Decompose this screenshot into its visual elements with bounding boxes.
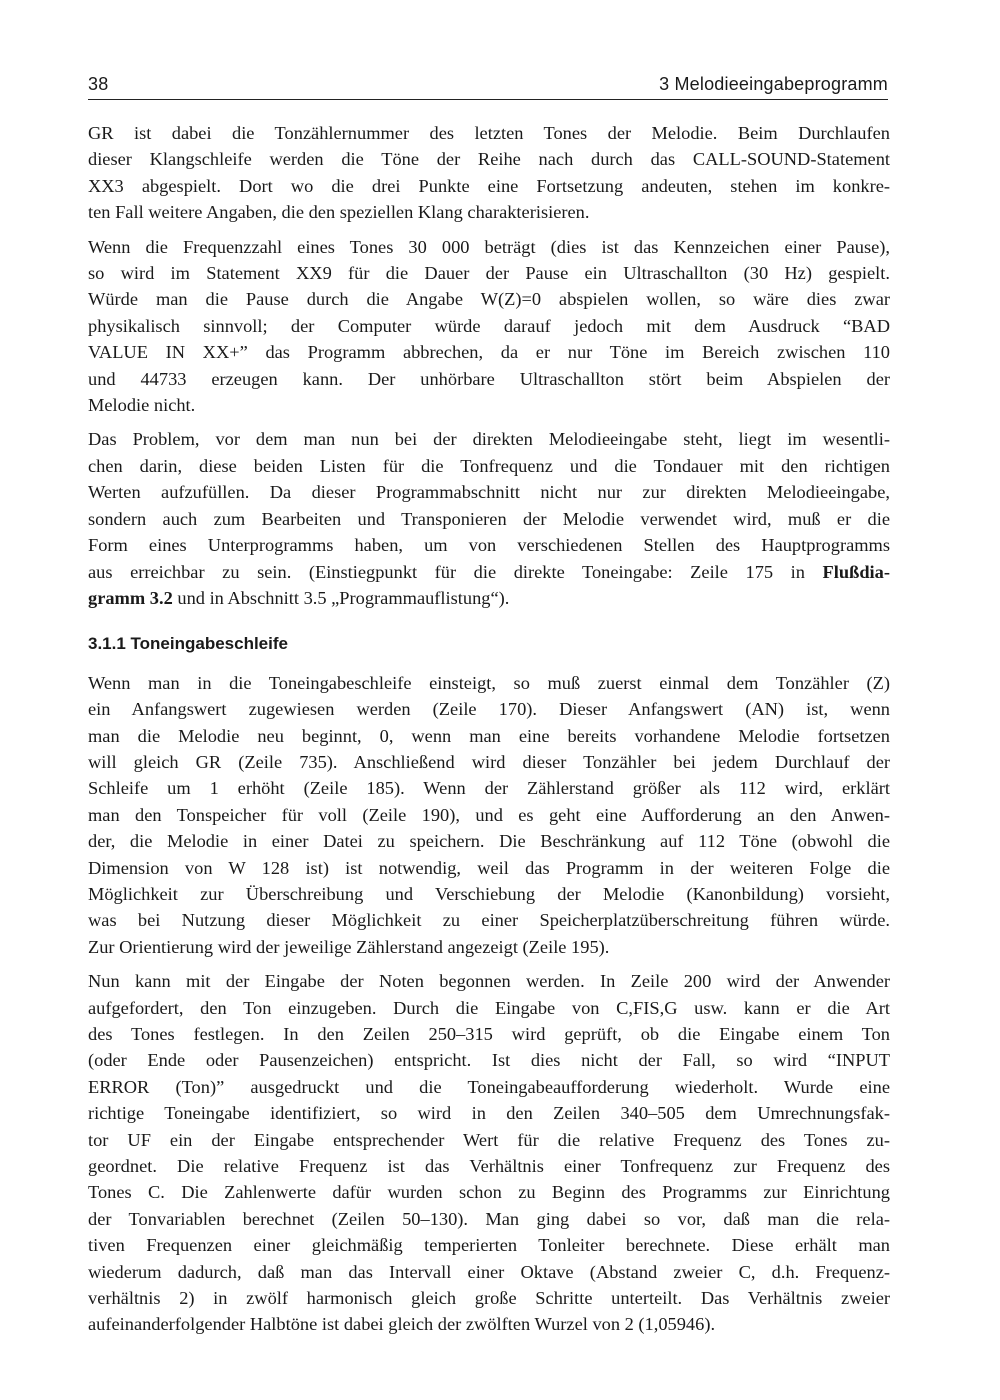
text-line: Form eines Unterprogramms haben, um von verschiedenen Stellen des Hauptprogramms xyxy=(88,535,890,556)
text-line: Würde man die Pause durch die Angabe W(Z)=0 abspielen wollen, so wäre dies zwar xyxy=(88,289,890,310)
text-line: will gleich GR (Zeile 735). Anschließend wird dieser Tonzähler bei jedem Durchlauf der xyxy=(88,751,890,772)
page-number: 38 xyxy=(88,74,109,94)
paragraph xyxy=(88,968,890,1338)
text-line: Tones C. Die Zahlenwerte dafür wurden schon zu Beginn des Programms zur Einrichtung xyxy=(88,1182,890,1203)
text-line: Nun kann mit der Eingabe der Noten begonnen werden. In Zeile 200 wird der Anwender xyxy=(88,971,890,992)
text-line: man den Tonspeicher für voll (Zeile 190), und es geht eine Aufforderung an den Anwen- xyxy=(88,804,890,825)
text-line: XX3 abgespielt. Dort wo die drei Punkte eine Fortsetzung andeuten, stehen im konkre- xyxy=(88,175,890,196)
text-line: Möglichkeit zur Überschreibung und Verschiebung der Melodie (Kanonbildung) vorsieht, xyxy=(88,883,890,904)
text-line xyxy=(88,585,890,611)
text-line: ein Anfangswert zugewiesen werden (Zeile 170). Dieser Anfangswert (AN) ist, wenn xyxy=(88,699,890,720)
text-line: GR ist dabei die Tonzählernummer des letzten Tones der Melodie. Beim Durchlaufen xyxy=(88,123,890,143)
text-line: der Tonvariablen berechnet (Zeilen 50–130). Man ging dabei so vor, daß man die rela- xyxy=(88,1208,890,1229)
text-line: Wenn man in die Toneingabeschleife einsteigt, so muß zuerst einmal dem Tonzähler (Z) xyxy=(88,672,890,693)
text-run: und in Abschnitt 3.5 „Programmauflistung“). xyxy=(172,587,510,608)
text-line: aufgefordert, den Ton einzugeben. Durch die Eingabe von C,FIS,G usw. kann er die Art xyxy=(88,997,890,1018)
text-line: chen darin, diese beiden Listen für die Tonfrequenz und die Tondauer mit den richtigen xyxy=(88,455,890,476)
text-line: ten Fall weitere Angaben, die den speziellen Klang charakterisieren. xyxy=(88,202,590,223)
text-line: Zur Orientierung wird der jeweilige Zählerstand angezeigt (Zeile 195). xyxy=(88,936,610,957)
paragraph xyxy=(88,426,890,611)
text-run: aus erreichbar zu sein. (Einstiegpunkt für die direkte Toneingabe: Zeile 175 in xyxy=(88,561,823,582)
text-line: Dimension von W 128 ist) ist notwendig, weil das Programm in der weiteren Folge die xyxy=(88,857,890,878)
text-line: geordnet. Die relative Frequenz ist das Verhältnis einer Tonfrequenz zur Frequenz des xyxy=(88,1156,890,1177)
text-line: Schleife um 1 erhöht (Zeile 185). Wenn der Zählerstand größer als 112 wird, erklärt xyxy=(88,778,890,799)
header-rule xyxy=(88,99,888,100)
running-title: 3 Melodieeingabeprogramm xyxy=(659,74,888,94)
text-line: und 44733 erzeugen kann. Der unhörbare Ultraschallton stört beim Abspielen der xyxy=(88,368,890,389)
paragraph xyxy=(88,670,890,960)
text-line: tiven Frequenzen einer gleichmäßig temperierten Tonleiter berechnete. Diese erhält man xyxy=(88,1235,890,1256)
figure-reference: Flußdia- xyxy=(822,561,890,582)
section-heading: 3.1.1 Toneingabeschleife xyxy=(88,634,288,654)
text-line: ERROR (Ton)” ausgedruckt und die Toneingabeaufforderung wiederholt. Wurde eine xyxy=(88,1076,890,1097)
text-line: was bei Nutzung dieser Möglichkeit zu einer Speicherplatzüberschreitung führen würde. xyxy=(88,910,890,931)
text-line: (oder Ende oder Pausenzeichen) entspricht. Ist dies nicht der Fall, so wird “INPUT xyxy=(88,1050,890,1071)
text-line: wiederum dadurch, daß man das Intervall einer Oktave (Abstand zweier C, d.h. Frequenz- xyxy=(88,1261,890,1282)
text-line: verhältnis 2) in zwölf harmonisch gleich große Schritte unterteilt. Das Verhältnis zweier xyxy=(88,1288,890,1309)
text-line: richtige Toneingabe identifiziert, so wird in den Zeilen 340–505 dem Umrechnungsfak- xyxy=(88,1103,890,1124)
paragraph xyxy=(88,234,890,419)
text-line: sondern auch zum Bearbeiten und Transponieren der Melodie verwendet wird, muß er die xyxy=(88,508,890,529)
text-line: Wenn die Frequenzzahl eines Tones 30 000 beträgt (dies ist das Kennzeichen einer Pause), xyxy=(88,236,890,257)
paragraph xyxy=(88,120,890,226)
text-line: aufeinanderfolgender Halbtöne ist dabei gleich der zwölften Wurzel von 2 (1,05946). xyxy=(88,1314,716,1335)
text-line: tor UF ein der Eingabe entsprechender Wert für die relative Frequenz des Tones zu- xyxy=(88,1129,890,1150)
figure-reference: gramm 3.2 xyxy=(88,587,173,608)
text-line xyxy=(88,559,890,585)
text-line: physikalisch sinnvoll; der Computer würde darauf jedoch mit dem Ausdruck “BAD xyxy=(88,315,890,336)
page-header xyxy=(88,70,888,100)
text-line: des Tones festlegen. In den Zeilen 250–315 wird geprüft, ob die Eingabe einem Ton xyxy=(88,1024,890,1044)
text-line: Das Problem, vor dem man nun bei der direkten Melodieeingabe steht, liegt im wesentli- xyxy=(88,429,890,450)
text-line: dieser Klangschleife werden die Töne der Reihe nach durch das CALL-SOUND-Statement xyxy=(88,149,890,170)
text-line: VALUE IN XX+” das Programm abbrechen, da er nur Töne im Bereich zwischen 110 xyxy=(88,342,890,363)
text-line: Werten aufzufüllen. Da dieser Programmabschnitt nicht nur zur direkten Melodieeingabe, xyxy=(88,482,890,503)
text-line: Melodie nicht. xyxy=(88,395,196,416)
body-text xyxy=(88,120,890,1346)
text-line: man die Melodie neu beginnt, 0, wenn man eine bereits vorhandene Melodie fortsetzen xyxy=(88,725,890,746)
text-line: so wird im Statement XX9 für die Dauer der Pause ein Ultraschallton (30 Hz) gespielt. xyxy=(88,263,890,284)
text-line: der, die Melodie in einer Datei zu speichern. Die Beschränkung auf 112 Töne (obwohl die xyxy=(88,831,890,852)
